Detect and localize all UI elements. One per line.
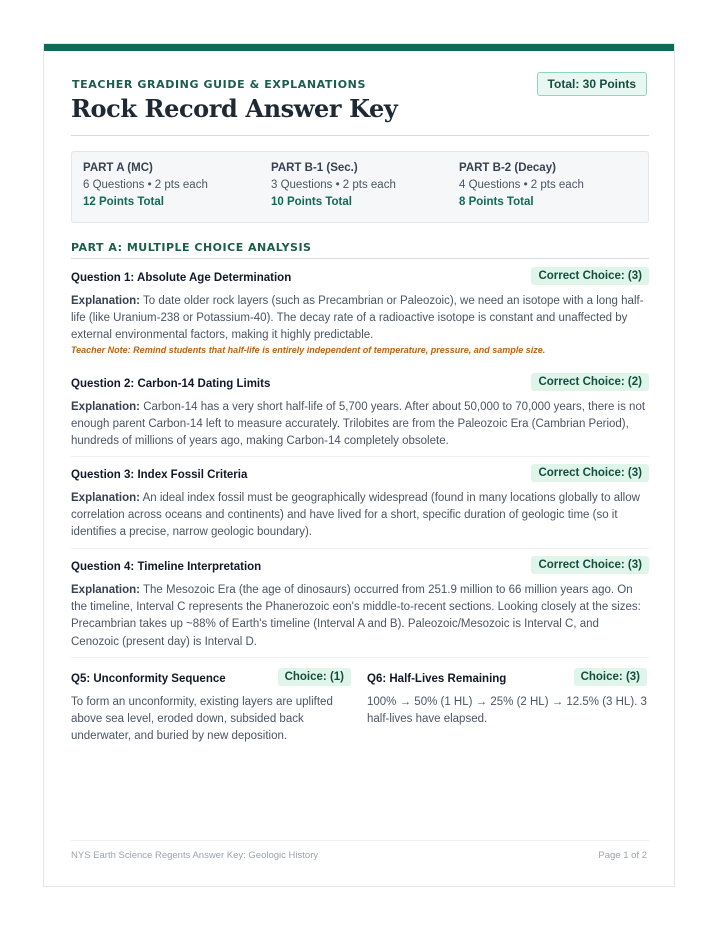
correct-choice-badge: Correct Choice: (2) bbox=[531, 373, 649, 391]
summary-detail: 6 Questions • 2 pts each bbox=[83, 179, 208, 191]
explanation-text: The Mesozoic Era (the age of dinosaurs) occurred from 251.9 million to 66 million years ago. On the timeline, Interval C represents the Phanerozoic eon's middle-to-recent sections. Looking closely at the sizes: Precambrian takes up ~88% of Earth's timeline (Interval A and B). Paleozoic/Mesozoic is Interval C, and Cenozoic (present day) is Interval D. bbox=[71, 584, 641, 648]
question-divider bbox=[71, 456, 649, 457]
total-points-badge: Total: 30 Points bbox=[537, 72, 647, 96]
explanation-label: Explanation: bbox=[71, 492, 141, 504]
question-divider bbox=[71, 548, 649, 549]
explanation-label: Explanation: bbox=[71, 295, 141, 307]
question-5 bbox=[71, 673, 351, 753]
summary-detail: 4 Questions • 2 pts each bbox=[459, 179, 584, 191]
question-1 bbox=[71, 272, 649, 362]
summary-heading: PART A (MC) bbox=[83, 162, 153, 174]
explanation-label: Explanation: bbox=[71, 401, 141, 413]
correct-choice-badge: Choice: (3) bbox=[574, 668, 647, 686]
section-title: PART A: MULTIPLE CHOICE ANALYSIS bbox=[71, 241, 312, 254]
accent-bar bbox=[44, 44, 674, 51]
summary-heading: PART B-2 (Decay) bbox=[459, 162, 556, 174]
question-title: Question 1: Absolute Age Determination bbox=[71, 272, 292, 284]
title-divider bbox=[71, 135, 649, 136]
question-2 bbox=[71, 378, 649, 458]
explanation-text: To form an unconformity, existing layers are uplifted above sea level, eroded down, subsided back underwater, and buried by new deposition. bbox=[71, 696, 333, 743]
summary-part-a bbox=[83, 162, 208, 208]
section-divider bbox=[71, 258, 649, 259]
summary-total: 10 Points Total bbox=[271, 196, 352, 208]
correct-choice-badge: Choice: (1) bbox=[278, 668, 351, 686]
page-number: Page 1 of 2 bbox=[598, 850, 647, 861]
explanation bbox=[71, 399, 649, 451]
explanation-text: To date older rock layers (such as Precambrian or Paleozoic), we need an isotope with a long half-life (like Uranium-238 or Potassium-40). The decay rate of a radioactive isotope is constant and unaffected by external environmental factors, making it highly predictable. bbox=[71, 295, 644, 342]
correct-choice-badge: Correct Choice: (3) bbox=[531, 464, 649, 482]
question-3 bbox=[71, 469, 649, 549]
explanation bbox=[71, 293, 649, 345]
answer-key-page bbox=[43, 43, 675, 887]
footer-divider bbox=[71, 840, 649, 841]
question-title: Question 2: Carbon-14 Dating Limits bbox=[71, 378, 271, 390]
summary-heading: PART B-1 (Sec.) bbox=[271, 162, 358, 174]
explanation bbox=[71, 490, 649, 542]
explanation-text: An ideal index fossil must be geographically widespread (found in many locations globally to allow correlation across oceans and continents) and have lived for a short, specific duration of geologic time (so it identifies a precise, narrow geologic boundary). bbox=[71, 492, 640, 539]
eyebrow-label: TEACHER GRADING GUIDE & EXPLANATIONS bbox=[72, 78, 366, 91]
question-divider bbox=[71, 657, 649, 658]
summary-part-b1 bbox=[271, 162, 396, 208]
summary-part-b2 bbox=[459, 162, 584, 208]
points-summary bbox=[71, 151, 649, 223]
explanation-text: Carbon-14 has a very short half-life of 5,700 years. After about 50,000 to 70,000 years, there is not enough parent Carbon-14 left to measure accurately. Trilobites are from the Paleozoic Era (Cambrian Period), hundreds of millions of years ago, making Carbon-14 completely obsolete. bbox=[71, 401, 646, 448]
explanation-label: Explanation: bbox=[71, 584, 141, 596]
question-title: Question 4: Timeline Interpretation bbox=[71, 561, 262, 573]
question-title: Question 3: Index Fossil Criteria bbox=[71, 469, 248, 481]
correct-choice-badge: Correct Choice: (3) bbox=[531, 267, 649, 285]
question-6 bbox=[367, 673, 647, 753]
footer-title: NYS Earth Science Regents Answer Key: Geologic History bbox=[71, 850, 319, 861]
page-title: Rock Record Answer Key bbox=[71, 94, 398, 123]
summary-total: 12 Points Total bbox=[83, 196, 164, 208]
question-title: Q6: Half-Lives Remaining bbox=[367, 673, 507, 685]
summary-detail: 3 Questions • 2 pts each bbox=[271, 179, 396, 191]
question-title: Q5: Unconformity Sequence bbox=[71, 673, 226, 685]
question-4 bbox=[71, 561, 649, 657]
explanation bbox=[71, 582, 649, 651]
summary-total: 8 Points Total bbox=[459, 196, 534, 208]
explanation-text: 100% → 50% (1 HL) → 25% (2 HL) → 12.5% (3 HL). 3 half-lives have elapsed. bbox=[367, 696, 647, 726]
correct-choice-badge: Correct Choice: (3) bbox=[531, 556, 649, 574]
teacher-note: Teacher Note: Remind students that half-life is entirely independent of temperature, pressure, and sample size. bbox=[71, 345, 546, 355]
